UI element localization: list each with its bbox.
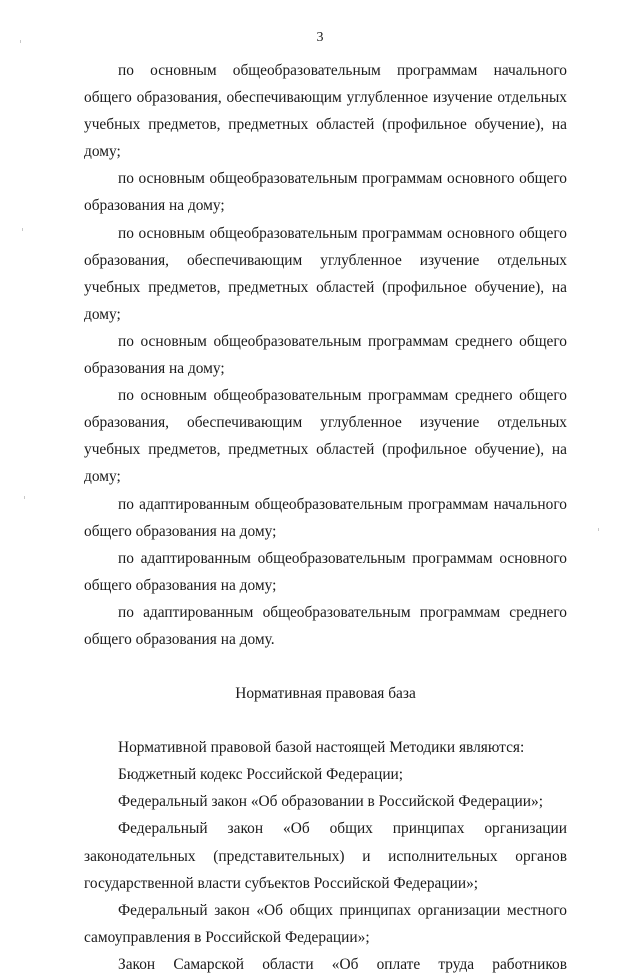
paragraph: Федеральный закон «Об общих принципах организации местного самоуправления в Российской Федерации»; — [84, 901, 567, 946]
list-item: по основным общеобразовательным программам основного общего образования на дому; — [84, 170, 567, 215]
section-heading: Нормативная правовая база — [235, 685, 416, 703]
list-item: по адаптированным общеобразовательным программам начального общего образования на дому; — [84, 495, 567, 540]
list-item: по адаптированным общеобразовательным программам среднего общего образования на дому. — [84, 603, 567, 648]
paragraph: Нормативной правовой базой настоящей Методики являются: — [118, 739, 525, 757]
list-item: по адаптированным общеобразовательным программам основного общего образования на дому; — [84, 549, 567, 594]
list-item: по основным общеобразовательным программам среднего общего образования на дому; — [84, 332, 567, 378]
scan-mark — [24, 496, 25, 499]
paragraph: Бюджетный кодекс Российской Федерации; — [118, 766, 404, 784]
paragraph: Федеральный закон «Об общих принципах организации законодательных (представительных) и исполнительных органов государственной власти субъектов Российской Федерации»; — [84, 820, 567, 892]
paragraph: Закон Самарской области «Об оплате труда работников — [118, 955, 567, 973]
list-item: по основным общеобразовательным программам основного общего образования, обеспечивающим углубленное изучение отдельных учебных предметов, предметных областей (профильное обучение), на дому; — [84, 224, 567, 323]
scan-mark — [22, 228, 23, 231]
list-item: по основным общеобразовательным программам среднего общего образования, обеспечивающим углубленное изучение отдельных учебных предметов, предметных областей (профильное обучение), на дому; — [84, 387, 567, 486]
list-item: по основным общеобразовательным программам начального общего образования, обеспечивающим углубленное изучение отдельных учебных предметов, предметных областей (профильное обучение), на дому; — [84, 62, 567, 161]
scan-mark — [598, 528, 599, 531]
paragraph: Федеральный закон «Об образовании в Российской Федерации»; — [118, 793, 543, 811]
page-number: 3 — [316, 30, 324, 45]
body-text — [84, 57, 567, 978]
